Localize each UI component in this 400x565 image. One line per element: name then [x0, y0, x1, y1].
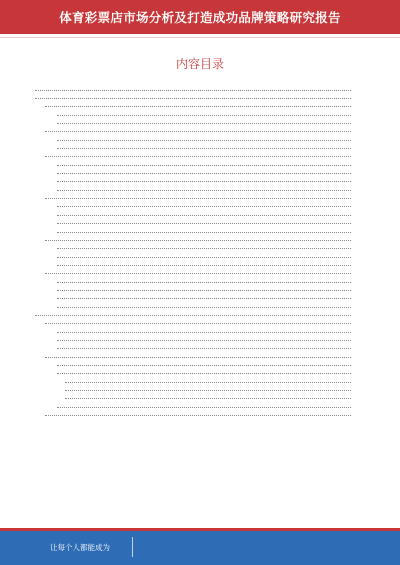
- toc-entry[interactable]: [33, 226, 353, 234]
- toc-entry[interactable]: [33, 318, 353, 326]
- toc-dot-leader: [57, 190, 351, 191]
- toc-entry[interactable]: [33, 293, 353, 301]
- toc-dot-leader: [65, 382, 351, 383]
- footer-accent-stripe: [0, 528, 400, 531]
- toc-entry[interactable]: [33, 192, 353, 200]
- toc-dot-leader: [35, 98, 351, 99]
- toc-entry[interactable]: [33, 243, 353, 251]
- toc-dot-leader: [45, 156, 351, 157]
- toc-dot-leader: [57, 140, 351, 141]
- toc-dot-leader: [57, 332, 351, 333]
- toc-entry[interactable]: [33, 117, 353, 125]
- toc-dot-leader: [45, 131, 351, 132]
- toc-entry[interactable]: [33, 259, 353, 267]
- toc-entry[interactable]: [33, 234, 353, 242]
- toc-dot-leader: [57, 340, 351, 341]
- header-divider: [0, 34, 400, 38]
- toc-dot-leader: [57, 115, 351, 116]
- toc-dot-leader: [57, 373, 351, 374]
- toc-dot-leader: [57, 265, 351, 266]
- toc-entry[interactable]: [33, 368, 353, 376]
- toc-dot-leader: [45, 106, 351, 107]
- toc-entry[interactable]: [33, 251, 353, 259]
- toc-dot-leader: [57, 165, 351, 166]
- toc-dot-leader: [45, 357, 351, 358]
- toc-dot-leader: [57, 181, 351, 182]
- toc-entry[interactable]: [33, 309, 353, 317]
- toc-heading: 内容目录: [175, 57, 224, 71]
- toc-entry[interactable]: [33, 176, 353, 184]
- report-header: [0, 0, 400, 34]
- toc-dot-leader: [65, 390, 351, 391]
- toc-dot-leader: [57, 173, 351, 174]
- toc-entry[interactable]: [33, 284, 353, 292]
- toc-entry[interactable]: [33, 101, 353, 109]
- toc-entry[interactable]: [33, 351, 353, 359]
- toc-dot-leader: [57, 123, 351, 124]
- toc-dot-leader: [57, 248, 351, 249]
- toc-dot-leader: [57, 282, 351, 283]
- toc-entry[interactable]: [33, 84, 353, 92]
- toc-entry[interactable]: [33, 134, 353, 142]
- toc-entry[interactable]: [33, 393, 353, 401]
- toc-dot-leader: [35, 315, 351, 316]
- table-of-contents: [33, 84, 353, 418]
- toc-entry[interactable]: [33, 92, 353, 100]
- toc-entry[interactable]: [33, 301, 353, 309]
- toc-entry[interactable]: [33, 201, 353, 209]
- toc-dot-leader: [57, 215, 351, 216]
- toc-dot-leader: [45, 240, 351, 241]
- toc-dot-leader: [45, 273, 351, 274]
- toc-entry[interactable]: [33, 109, 353, 117]
- toc-entry[interactable]: [33, 159, 353, 167]
- toc-dot-leader: [45, 415, 351, 416]
- toc-dot-leader: [45, 198, 351, 199]
- toc-dot-leader: [57, 232, 351, 233]
- toc-dot-leader: [57, 257, 351, 258]
- toc-entry[interactable]: [33, 184, 353, 192]
- toc-entry[interactable]: [33, 218, 353, 226]
- report-title: 体育彩票店市场分析及打造成功品牌策略研究报告: [59, 10, 341, 25]
- toc-entry[interactable]: [33, 142, 353, 150]
- footer-slogan: 让每个人都能成为: [50, 543, 110, 552]
- toc-dot-leader: [35, 90, 351, 91]
- toc-dot-leader: [45, 323, 351, 324]
- toc-entry[interactable]: [33, 334, 353, 342]
- toc-entry[interactable]: [33, 268, 353, 276]
- toc-entry[interactable]: [33, 276, 353, 284]
- toc-entry[interactable]: [33, 126, 353, 134]
- toc-dot-leader: [57, 223, 351, 224]
- toc-entry[interactable]: [33, 384, 353, 392]
- toc-entry[interactable]: [33, 326, 353, 334]
- toc-dot-leader: [57, 407, 351, 408]
- toc-dot-leader: [57, 206, 351, 207]
- toc-entry[interactable]: [33, 409, 353, 417]
- toc-entry[interactable]: [33, 167, 353, 175]
- toc-entry[interactable]: [33, 401, 353, 409]
- toc-entry[interactable]: [33, 209, 353, 217]
- toc-dot-leader: [57, 290, 351, 291]
- footer-separator: [132, 537, 133, 557]
- toc-dot-leader: [57, 148, 351, 149]
- toc-entry[interactable]: [33, 376, 353, 384]
- toc-dot-leader: [65, 398, 351, 399]
- toc-dot-leader: [57, 298, 351, 299]
- toc-entry[interactable]: [33, 359, 353, 367]
- toc-entry[interactable]: [33, 151, 353, 159]
- toc-dot-leader: [57, 365, 351, 366]
- toc-dot-leader: [57, 348, 351, 349]
- toc-entry[interactable]: [33, 343, 353, 351]
- toc-dot-leader: [57, 307, 351, 308]
